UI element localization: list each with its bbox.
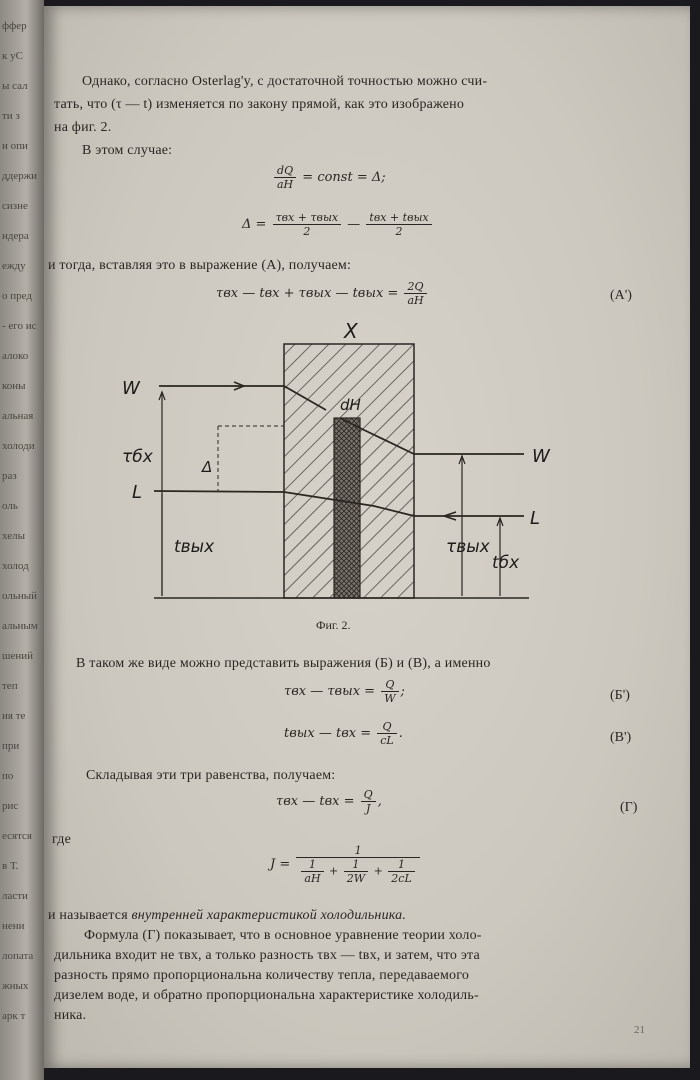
eq2-num1: τвх + τвых	[273, 211, 342, 225]
final-par-line4: дизелем воде, и обратно пропорциональна характеристике холодиль-	[54, 988, 479, 1003]
figure-caption: Фиг. 2.	[316, 618, 351, 632]
eqJ-term2-num: 1	[344, 858, 368, 872]
eqJ-lhs: J =	[270, 857, 291, 872]
left-page-fragment: по	[2, 770, 14, 782]
label-t-in: tбх	[492, 553, 520, 573]
paragraph1-line2: тать, что (τ — t) изменяется по закону прямой, как это изображено	[54, 97, 465, 112]
eq1-rest: = const = Δ;	[302, 170, 386, 185]
equation-delta	[242, 211, 434, 238]
eqV-lhs: tвых — tвх =	[284, 726, 372, 741]
left-page-fragment: алоко	[2, 350, 29, 362]
case-line: В этом случае:	[82, 143, 173, 158]
eq2-lhs: Δ =	[242, 217, 267, 232]
eq2-minus: —	[347, 217, 361, 232]
eq1-denominator: aH	[277, 178, 294, 191]
eqB-tail: ;	[400, 684, 405, 699]
left-page-fragment: альная	[2, 410, 34, 422]
left-page-fragment: холоди	[2, 440, 35, 452]
eqJ-term3-num: 1	[388, 858, 414, 872]
left-page-fragment: ти з	[2, 110, 20, 122]
eq2-den1: 2	[303, 225, 311, 238]
label-tau-out: τвых	[446, 537, 490, 557]
left-page-fragment: ддержи	[2, 170, 38, 182]
eq2-num2: tвх + tвых	[366, 211, 431, 225]
paragraph1-line3: на фиг. 2.	[54, 120, 112, 135]
eqA-denominator: aH	[407, 294, 424, 307]
left-page-fragment: коны	[2, 380, 26, 392]
final-par-line3: разность прямо пропорциональна количеству тепла, передаваемого	[54, 968, 470, 983]
equation-V-prime	[284, 720, 403, 747]
eqJ-denominator	[296, 858, 419, 885]
final-par-line5: ника.	[54, 1008, 87, 1023]
paragraph1-line1: Однако, согласно Osterlag'y, с достаточной точностью можно счи-	[82, 74, 488, 89]
left-page-fragment: арк т	[2, 1010, 26, 1022]
eqG-tail: ,	[377, 794, 382, 809]
eqB-denominator: W	[384, 692, 396, 705]
label-w-left: W	[122, 378, 140, 399]
left-page-fragment: раз	[2, 470, 17, 482]
eqV-denominator: cL	[380, 734, 394, 747]
page-number: 21	[634, 1024, 645, 1036]
left-page-fragment: есятся	[2, 830, 32, 842]
label-dh: dH	[340, 396, 361, 414]
left-page-fragment: рис	[2, 800, 19, 812]
figure-2-diagram	[44, 306, 690, 616]
label-t-out: tвых	[174, 537, 215, 557]
eqJ-plus-1: +	[329, 864, 339, 878]
eqA-lhs: τвх — tвх + τвых — tвых =	[216, 286, 399, 301]
label-l-left: L	[132, 482, 143, 503]
then-line: и тогда, вставляя это в выражение (A), получаем:	[48, 258, 352, 273]
equation-dq-dh	[272, 164, 386, 191]
left-page-fragment: при	[2, 740, 20, 752]
eq-label-B-prime: (Б')	[610, 688, 630, 703]
left-page-fragment: в Т.	[2, 860, 19, 872]
left-page-fragment: и опи	[2, 140, 28, 152]
called-line	[48, 908, 406, 924]
left-page-fragment: ольный	[2, 590, 38, 602]
eqJ-term2-den: 2W	[346, 872, 366, 885]
label-w-right: W	[532, 446, 550, 467]
eq2-den2: 2	[395, 225, 403, 238]
left-page-fragment: ы сал	[2, 80, 28, 92]
eq-label-V-prime: (В')	[610, 730, 632, 745]
left-page-fragment: ия те	[2, 710, 26, 722]
eqG-numerator: Q	[361, 788, 376, 802]
called-prefix: и называется	[48, 908, 132, 923]
left-page-fragment: альным	[2, 620, 38, 632]
left-page-fragment: ндера	[2, 230, 29, 242]
called-italic-term: внутренней характеристикой холодильника.	[131, 908, 407, 923]
left-page-fragment: ффер	[2, 20, 27, 32]
label-tau-in: τбх	[122, 447, 153, 467]
left-page-fragment: жных	[2, 980, 29, 992]
final-par-line1: Формула (Г) показывает, что в основное уравнение теории холо-	[84, 928, 482, 943]
label-l-right: L	[530, 508, 541, 529]
left-page-fragment: хелы	[2, 530, 25, 542]
equation-B-prime	[284, 678, 405, 705]
where-line: где	[52, 832, 71, 847]
eq-label-A-prime: (A')	[610, 288, 632, 303]
book-page	[44, 6, 690, 1068]
equation-A-prime	[216, 280, 429, 307]
label-x: X	[344, 319, 358, 343]
left-page-edge	[0, 0, 44, 1080]
left-page-fragment: лопата	[2, 950, 34, 962]
left-page-fragment: теп	[2, 680, 18, 692]
left-page-fragment: к уС	[2, 50, 23, 62]
left-page-fragment: сизне	[2, 200, 28, 212]
eqB-lhs: τвх — τвых =	[284, 684, 376, 699]
left-page-fragment: оль	[2, 500, 18, 512]
label-delta: Δ	[202, 458, 213, 476]
eqJ-plus-2: +	[373, 864, 383, 878]
eqA-numerator: 2Q	[404, 280, 426, 294]
eqJ-numerator: 1	[296, 844, 419, 858]
eq-label-G: (Г)	[620, 800, 638, 815]
final-par-line2: дильника входит не τвх, а только разность τвх — tвх, и затем, что эта	[54, 948, 480, 963]
adding-line: Складывая эти три равенства, получаем:	[86, 768, 336, 783]
eqJ-term3-den: 2cL	[391, 872, 412, 885]
eqG-lhs: τвх — tвх =	[276, 794, 355, 809]
equation-G	[276, 788, 382, 815]
eqJ-term1-num: 1	[301, 858, 323, 872]
eqV-numerator: Q	[377, 720, 396, 734]
eqJ-term1-den: aH	[304, 872, 321, 885]
left-page-fragment: нени	[2, 920, 25, 932]
eqG-denominator: J	[365, 802, 371, 815]
left-page-fragment: - его ис	[2, 320, 37, 332]
left-page-fragment: о пред	[2, 290, 32, 302]
eqV-tail: .	[398, 726, 403, 741]
same-form-line: В таком же виде можно представить выражения (Б) и (В), а именно	[76, 656, 491, 671]
equation-J	[270, 844, 422, 885]
left-page-fragment: ласти	[2, 890, 28, 902]
left-page-fragment: шений	[2, 650, 34, 662]
eqB-numerator: Q	[381, 678, 398, 692]
dh-element	[334, 418, 360, 598]
left-page-fragment: ежду	[2, 260, 26, 272]
eq1-numerator: dQ	[274, 164, 296, 178]
left-page-fragment: холод	[2, 560, 29, 572]
